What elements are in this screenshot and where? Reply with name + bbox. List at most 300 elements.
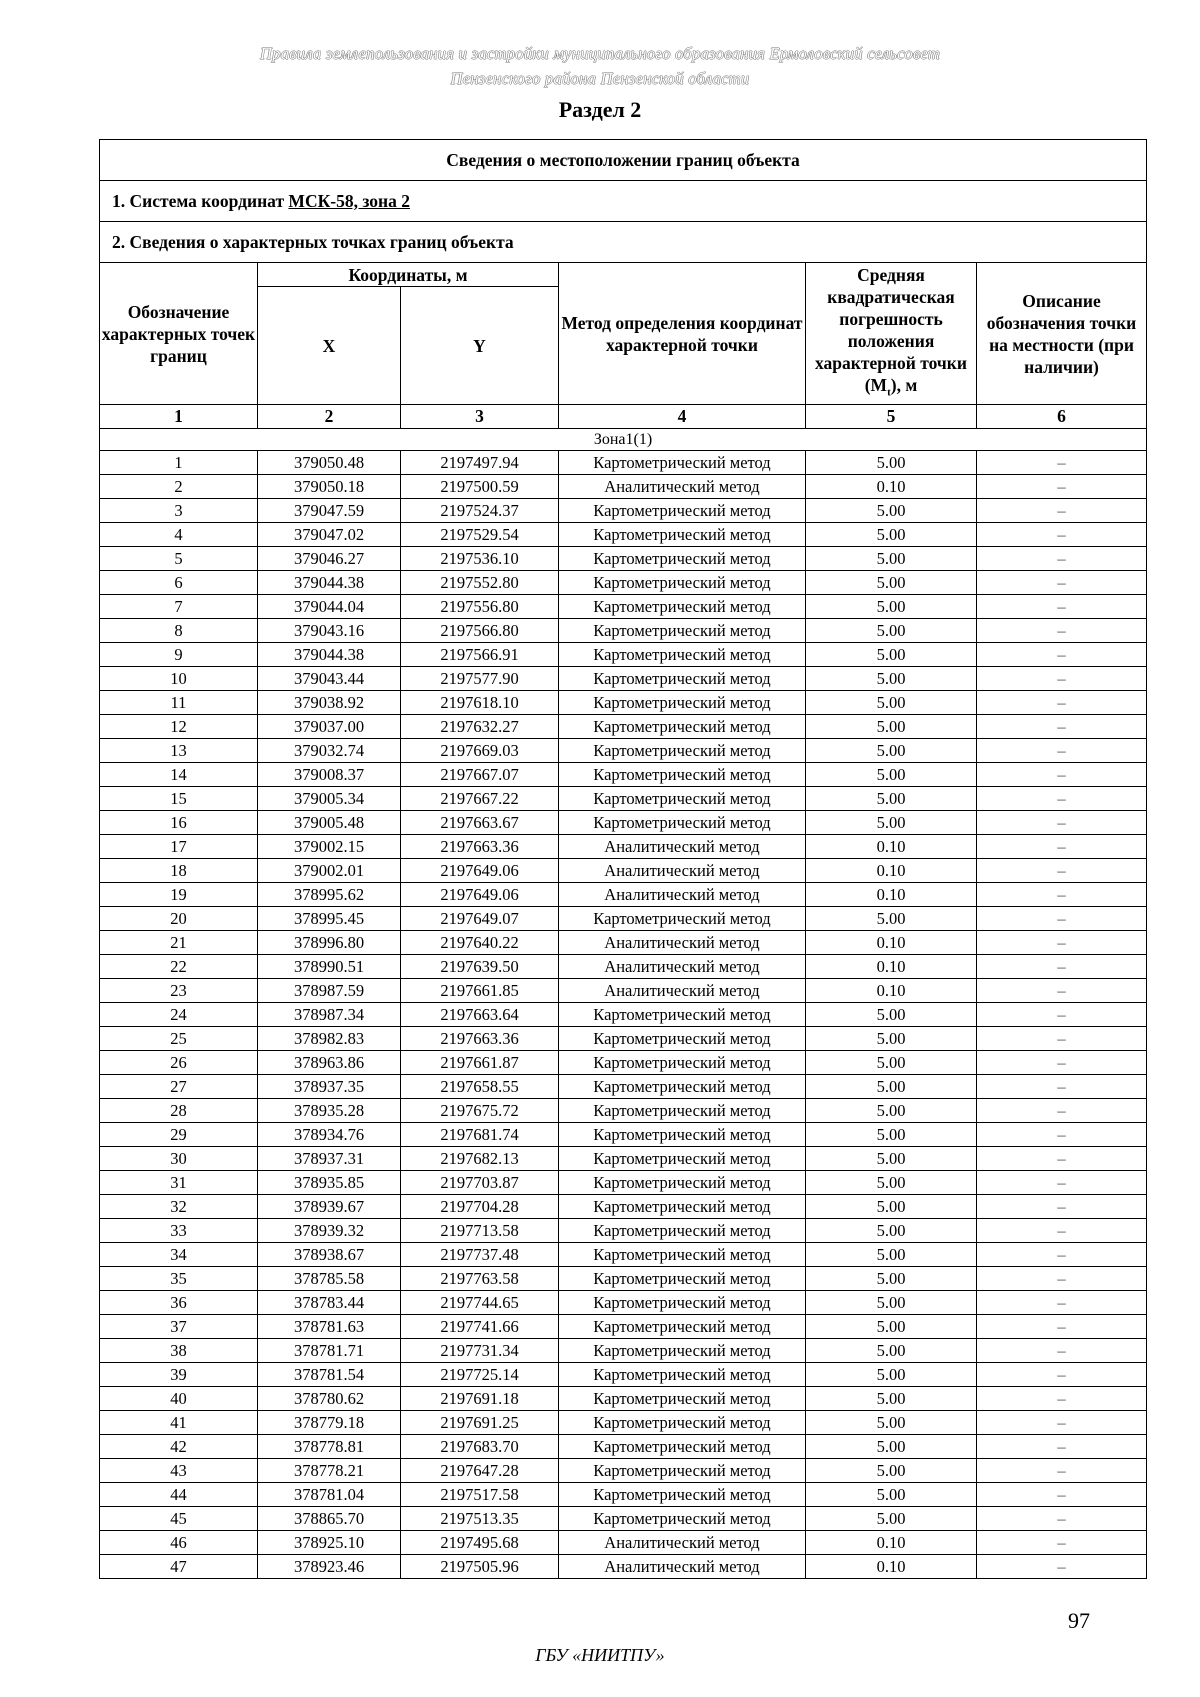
table-row bbox=[100, 739, 1147, 763]
method-cell: Аналитический метод bbox=[559, 979, 806, 1003]
y-coordinate-cell: 2197500.59 bbox=[401, 475, 559, 499]
point-description-cell: – bbox=[977, 571, 1147, 595]
point-number-cell: 23 bbox=[100, 979, 258, 1003]
point-number-cell: 28 bbox=[100, 1099, 258, 1123]
column-number: 5 bbox=[806, 405, 977, 429]
point-description-cell: – bbox=[977, 691, 1147, 715]
method-cell: Картометрический метод bbox=[559, 595, 806, 619]
y-coordinate-cell: 2197517.58 bbox=[401, 1483, 559, 1507]
method-cell: Картометрический метод bbox=[559, 1171, 806, 1195]
x-coordinate-cell: 378783.44 bbox=[258, 1291, 401, 1315]
y-coordinate-cell: 2197681.74 bbox=[401, 1123, 559, 1147]
mean-error-cell: 0.10 bbox=[806, 1531, 977, 1555]
point-description-cell: – bbox=[977, 1027, 1147, 1051]
mean-error-cell: 5.00 bbox=[806, 1291, 977, 1315]
point-description-cell: – bbox=[977, 931, 1147, 955]
y-coordinate-cell: 2197682.13 bbox=[401, 1147, 559, 1171]
point-description-cell: – bbox=[977, 1315, 1147, 1339]
point-description-cell: – bbox=[977, 883, 1147, 907]
header-mean-error-text: Средняя квадратическая погрешность положения характерной точки (M bbox=[815, 264, 967, 395]
x-coordinate-cell: 378781.71 bbox=[258, 1339, 401, 1363]
mean-error-cell: 5.00 bbox=[806, 1003, 977, 1027]
mean-error-cell: 5.00 bbox=[806, 1219, 977, 1243]
zone-label: Зона1(1) bbox=[100, 429, 1147, 451]
mean-error-cell: 5.00 bbox=[806, 691, 977, 715]
point-description-cell: – bbox=[977, 1531, 1147, 1555]
point-number-cell: 39 bbox=[100, 1363, 258, 1387]
method-cell: Картометрический метод bbox=[559, 451, 806, 475]
table-row bbox=[100, 859, 1147, 883]
point-number-cell: 41 bbox=[100, 1411, 258, 1435]
point-description-cell: – bbox=[977, 1243, 1147, 1267]
x-coordinate-cell: 378995.45 bbox=[258, 907, 401, 931]
point-description-cell: – bbox=[977, 715, 1147, 739]
method-cell: Картометрический метод bbox=[559, 547, 806, 571]
point-number-cell: 5 bbox=[100, 547, 258, 571]
y-coordinate-cell: 2197691.25 bbox=[401, 1411, 559, 1435]
method-cell: Картометрический метод bbox=[559, 811, 806, 835]
mean-error-cell: 5.00 bbox=[806, 547, 977, 571]
mean-error-cell: 5.00 bbox=[806, 1315, 977, 1339]
y-coordinate-cell: 2197744.65 bbox=[401, 1291, 559, 1315]
x-coordinate-cell: 378939.32 bbox=[258, 1219, 401, 1243]
method-cell: Картометрический метод bbox=[559, 907, 806, 931]
method-cell: Аналитический метод bbox=[559, 835, 806, 859]
point-number-cell: 17 bbox=[100, 835, 258, 859]
point-number-cell: 3 bbox=[100, 499, 258, 523]
mean-error-cell: 5.00 bbox=[806, 1339, 977, 1363]
point-number-cell: 35 bbox=[100, 1267, 258, 1291]
column-number-row bbox=[100, 405, 1147, 429]
mean-error-cell: 5.00 bbox=[806, 619, 977, 643]
table-row bbox=[100, 451, 1147, 475]
header-method: Метод определения координат характерной точки bbox=[559, 263, 806, 405]
x-coordinate-cell: 379050.48 bbox=[258, 451, 401, 475]
column-number: 6 bbox=[977, 405, 1147, 429]
y-coordinate-cell: 2197691.18 bbox=[401, 1387, 559, 1411]
mean-error-cell: 5.00 bbox=[806, 763, 977, 787]
y-coordinate-cell: 2197741.66 bbox=[401, 1315, 559, 1339]
point-number-cell: 12 bbox=[100, 715, 258, 739]
method-cell: Картометрический метод bbox=[559, 1459, 806, 1483]
table-row bbox=[100, 1123, 1147, 1147]
x-coordinate-cell: 378987.59 bbox=[258, 979, 401, 1003]
x-coordinate-cell: 378781.04 bbox=[258, 1483, 401, 1507]
method-cell: Картометрический метод bbox=[559, 1123, 806, 1147]
table-row bbox=[100, 643, 1147, 667]
table-row bbox=[100, 1027, 1147, 1051]
table-row bbox=[100, 499, 1147, 523]
header-coordinates: Координаты, м bbox=[258, 263, 559, 287]
point-number-cell: 25 bbox=[100, 1027, 258, 1051]
table-row bbox=[100, 1099, 1147, 1123]
mean-error-cell: 5.00 bbox=[806, 1387, 977, 1411]
point-number-cell: 18 bbox=[100, 859, 258, 883]
x-coordinate-cell: 379044.38 bbox=[258, 643, 401, 667]
point-description-cell: – bbox=[977, 1291, 1147, 1315]
x-coordinate-cell: 379005.34 bbox=[258, 787, 401, 811]
coordinate-system-value: МСК-58, зона 2 bbox=[288, 190, 410, 211]
table-row bbox=[100, 1219, 1147, 1243]
y-coordinate-cell: 2197529.54 bbox=[401, 523, 559, 547]
x-coordinate-cell: 379047.02 bbox=[258, 523, 401, 547]
method-cell: Картометрический метод bbox=[559, 1363, 806, 1387]
point-description-cell: – bbox=[977, 1171, 1147, 1195]
point-number-cell: 38 bbox=[100, 1339, 258, 1363]
mean-error-cell: 5.00 bbox=[806, 811, 977, 835]
x-coordinate-cell: 379008.37 bbox=[258, 763, 401, 787]
mean-error-cell: 5.00 bbox=[806, 1243, 977, 1267]
column-number: 1 bbox=[100, 405, 258, 429]
point-number-cell: 4 bbox=[100, 523, 258, 547]
point-description-cell: – bbox=[977, 1459, 1147, 1483]
table-row bbox=[100, 1171, 1147, 1195]
table-row bbox=[100, 1195, 1147, 1219]
point-number-cell: 10 bbox=[100, 667, 258, 691]
mean-error-cell: 5.00 bbox=[806, 1099, 977, 1123]
mean-error-cell: 0.10 bbox=[806, 859, 977, 883]
point-description-cell: – bbox=[977, 1555, 1147, 1579]
x-coordinate-cell: 379047.59 bbox=[258, 499, 401, 523]
y-coordinate-cell: 2197667.22 bbox=[401, 787, 559, 811]
point-number-cell: 30 bbox=[100, 1147, 258, 1171]
point-number-cell: 15 bbox=[100, 787, 258, 811]
point-description-cell: – bbox=[977, 1363, 1147, 1387]
method-cell: Картометрический метод bbox=[559, 1147, 806, 1171]
method-cell: Аналитический метод bbox=[559, 955, 806, 979]
header-x: X bbox=[258, 287, 401, 405]
point-number-cell: 34 bbox=[100, 1243, 258, 1267]
point-number-cell: 32 bbox=[100, 1195, 258, 1219]
point-description-cell: – bbox=[977, 667, 1147, 691]
point-description-cell: – bbox=[977, 979, 1147, 1003]
point-number-cell: 6 bbox=[100, 571, 258, 595]
point-number-cell: 45 bbox=[100, 1507, 258, 1531]
document-header-line-2: Пензенского района Пензенской области bbox=[450, 69, 750, 88]
x-coordinate-cell: 378925.10 bbox=[258, 1531, 401, 1555]
point-description-cell: – bbox=[977, 1387, 1147, 1411]
point-number-cell: 43 bbox=[100, 1459, 258, 1483]
y-coordinate-cell: 2197632.27 bbox=[401, 715, 559, 739]
method-cell: Картометрический метод bbox=[559, 499, 806, 523]
table-row bbox=[100, 1411, 1147, 1435]
mean-error-cell: 5.00 bbox=[806, 1483, 977, 1507]
point-description-cell: – bbox=[977, 1435, 1147, 1459]
table-row bbox=[100, 475, 1147, 499]
table-row bbox=[100, 1387, 1147, 1411]
point-description-cell: – bbox=[977, 547, 1147, 571]
table-row bbox=[100, 1507, 1147, 1531]
point-description-cell: – bbox=[977, 619, 1147, 643]
mean-error-cell: 5.00 bbox=[806, 1459, 977, 1483]
point-number-cell: 7 bbox=[100, 595, 258, 619]
y-coordinate-cell: 2197536.10 bbox=[401, 547, 559, 571]
x-coordinate-cell: 378996.80 bbox=[258, 931, 401, 955]
y-coordinate-cell: 2197663.36 bbox=[401, 835, 559, 859]
x-coordinate-cell: 378778.81 bbox=[258, 1435, 401, 1459]
point-number-cell: 2 bbox=[100, 475, 258, 499]
point-description-cell: – bbox=[977, 1483, 1147, 1507]
y-coordinate-cell: 2197663.67 bbox=[401, 811, 559, 835]
x-coordinate-cell: 378781.54 bbox=[258, 1363, 401, 1387]
page-number: 97 bbox=[1068, 1608, 1090, 1633]
y-coordinate-cell: 2197763.58 bbox=[401, 1267, 559, 1291]
point-number-cell: 16 bbox=[100, 811, 258, 835]
y-coordinate-cell: 2197669.03 bbox=[401, 739, 559, 763]
x-coordinate-cell: 378938.67 bbox=[258, 1243, 401, 1267]
y-coordinate-cell: 2197663.64 bbox=[401, 1003, 559, 1027]
table-row bbox=[100, 523, 1147, 547]
method-cell: Картометрический метод bbox=[559, 1099, 806, 1123]
mean-error-cell: 0.10 bbox=[806, 1555, 977, 1579]
column-number: 4 bbox=[559, 405, 806, 429]
method-cell: Аналитический метод bbox=[559, 475, 806, 499]
point-description-cell: – bbox=[977, 1003, 1147, 1027]
document-footer: ГБУ «НИИТПУ» bbox=[535, 1645, 665, 1665]
x-coordinate-cell: 378937.31 bbox=[258, 1147, 401, 1171]
coordinate-system-label: 1. Система координат bbox=[112, 190, 289, 211]
x-coordinate-cell: 379002.15 bbox=[258, 835, 401, 859]
table-row bbox=[100, 787, 1147, 811]
point-number-cell: 19 bbox=[100, 883, 258, 907]
point-number-cell: 40 bbox=[100, 1387, 258, 1411]
header-mean-error-subscript: t bbox=[887, 386, 891, 399]
x-coordinate-cell: 378995.62 bbox=[258, 883, 401, 907]
method-cell: Картометрический метод bbox=[559, 1195, 806, 1219]
y-coordinate-cell: 2197618.10 bbox=[401, 691, 559, 715]
method-cell: Картометрический метод bbox=[559, 1411, 806, 1435]
point-description-cell: – bbox=[977, 1219, 1147, 1243]
point-description-cell: – bbox=[977, 643, 1147, 667]
x-coordinate-cell: 378779.18 bbox=[258, 1411, 401, 1435]
point-description-cell: – bbox=[977, 907, 1147, 931]
mean-error-cell: 0.10 bbox=[806, 835, 977, 859]
point-number-cell: 26 bbox=[100, 1051, 258, 1075]
table-row bbox=[100, 955, 1147, 979]
point-description-cell: – bbox=[977, 811, 1147, 835]
x-coordinate-cell: 378939.67 bbox=[258, 1195, 401, 1219]
point-description-cell: – bbox=[977, 499, 1147, 523]
table-row bbox=[100, 571, 1147, 595]
mean-error-cell: 0.10 bbox=[806, 475, 977, 499]
y-coordinate-cell: 2197552.80 bbox=[401, 571, 559, 595]
x-coordinate-cell: 379002.01 bbox=[258, 859, 401, 883]
table-row bbox=[100, 1555, 1147, 1579]
method-cell: Картометрический метод bbox=[559, 571, 806, 595]
header-point-label: Обозначение характерных точек границ bbox=[100, 263, 258, 405]
point-number-cell: 29 bbox=[100, 1123, 258, 1147]
table-row bbox=[100, 1315, 1147, 1339]
method-cell: Картометрический метод bbox=[559, 1219, 806, 1243]
table-row bbox=[100, 547, 1147, 571]
method-cell: Картометрический метод bbox=[559, 763, 806, 787]
table-row bbox=[100, 811, 1147, 835]
mean-error-cell: 5.00 bbox=[806, 739, 977, 763]
y-coordinate-cell: 2197566.91 bbox=[401, 643, 559, 667]
y-coordinate-cell: 2197683.70 bbox=[401, 1435, 559, 1459]
point-description-cell: – bbox=[977, 1195, 1147, 1219]
point-description-cell: – bbox=[977, 1267, 1147, 1291]
table-row bbox=[100, 1003, 1147, 1027]
point-number-cell: 33 bbox=[100, 1219, 258, 1243]
point-description-cell: – bbox=[977, 763, 1147, 787]
table-row bbox=[100, 1339, 1147, 1363]
x-coordinate-cell: 378923.46 bbox=[258, 1555, 401, 1579]
x-coordinate-cell: 378781.63 bbox=[258, 1315, 401, 1339]
y-coordinate-cell: 2197495.68 bbox=[401, 1531, 559, 1555]
point-number-cell: 31 bbox=[100, 1171, 258, 1195]
mean-error-cell: 5.00 bbox=[806, 571, 977, 595]
y-coordinate-cell: 2197513.35 bbox=[401, 1507, 559, 1531]
point-description-cell: – bbox=[977, 475, 1147, 499]
mean-error-cell: 5.00 bbox=[806, 1195, 977, 1219]
y-coordinate-cell: 2197661.87 bbox=[401, 1051, 559, 1075]
mean-error-cell: 5.00 bbox=[806, 1435, 977, 1459]
mean-error-cell: 5.00 bbox=[806, 1147, 977, 1171]
x-coordinate-cell: 378963.86 bbox=[258, 1051, 401, 1075]
y-coordinate-cell: 2197505.96 bbox=[401, 1555, 559, 1579]
mean-error-cell: 5.00 bbox=[806, 715, 977, 739]
x-coordinate-cell: 378865.70 bbox=[258, 1507, 401, 1531]
mean-error-cell: 5.00 bbox=[806, 1507, 977, 1531]
point-number-cell: 14 bbox=[100, 763, 258, 787]
table-row bbox=[100, 1267, 1147, 1291]
section-title: Раздел 2 bbox=[558, 97, 642, 122]
point-number-cell: 9 bbox=[100, 643, 258, 667]
y-coordinate-cell: 2197704.28 bbox=[401, 1195, 559, 1219]
method-cell: Картометрический метод bbox=[559, 1435, 806, 1459]
x-coordinate-cell: 379043.16 bbox=[258, 619, 401, 643]
x-coordinate-cell: 378935.28 bbox=[258, 1099, 401, 1123]
table-row bbox=[100, 667, 1147, 691]
column-number: 3 bbox=[401, 405, 559, 429]
method-cell: Картометрический метод bbox=[559, 1051, 806, 1075]
point-description-cell: – bbox=[977, 523, 1147, 547]
method-cell: Картометрический метод bbox=[559, 1267, 806, 1291]
mean-error-cell: 5.00 bbox=[806, 1075, 977, 1099]
x-coordinate-cell: 379037.00 bbox=[258, 715, 401, 739]
method-cell: Картометрический метод bbox=[559, 1387, 806, 1411]
y-coordinate-cell: 2197649.07 bbox=[401, 907, 559, 931]
point-number-cell: 46 bbox=[100, 1531, 258, 1555]
table-row bbox=[100, 715, 1147, 739]
points-section-title: 2. Сведения о характерных точках границ объекта bbox=[100, 222, 1147, 263]
point-description-cell: – bbox=[977, 1507, 1147, 1531]
point-description-cell: – bbox=[977, 595, 1147, 619]
mean-error-cell: 5.00 bbox=[806, 1051, 977, 1075]
mean-error-cell: 5.00 bbox=[806, 1123, 977, 1147]
point-description-cell: – bbox=[977, 1147, 1147, 1171]
header-y: Y bbox=[401, 287, 559, 405]
point-number-cell: 21 bbox=[100, 931, 258, 955]
method-cell: Картометрический метод bbox=[559, 715, 806, 739]
method-cell: Картометрический метод bbox=[559, 1243, 806, 1267]
point-number-cell: 11 bbox=[100, 691, 258, 715]
header-mean-error bbox=[806, 263, 977, 405]
method-cell: Аналитический метод bbox=[559, 859, 806, 883]
table-row bbox=[100, 835, 1147, 859]
column-number: 2 bbox=[258, 405, 401, 429]
y-coordinate-cell: 2197663.36 bbox=[401, 1027, 559, 1051]
mean-error-cell: 5.00 bbox=[806, 1363, 977, 1387]
point-number-cell: 13 bbox=[100, 739, 258, 763]
x-coordinate-cell: 378935.85 bbox=[258, 1171, 401, 1195]
method-cell: Картометрический метод bbox=[559, 1339, 806, 1363]
y-coordinate-cell: 2197661.85 bbox=[401, 979, 559, 1003]
point-description-cell: – bbox=[977, 1051, 1147, 1075]
x-coordinate-cell: 379044.38 bbox=[258, 571, 401, 595]
mean-error-cell: 0.10 bbox=[806, 883, 977, 907]
point-number-cell: 22 bbox=[100, 955, 258, 979]
header-description: Описание обозначения точки на местности (при наличии) bbox=[977, 263, 1147, 405]
table-row bbox=[100, 1483, 1147, 1507]
x-coordinate-cell: 378785.58 bbox=[258, 1267, 401, 1291]
table-row bbox=[100, 1363, 1147, 1387]
point-number-cell: 24 bbox=[100, 1003, 258, 1027]
mean-error-cell: 5.00 bbox=[806, 1411, 977, 1435]
method-cell: Картометрический метод bbox=[559, 523, 806, 547]
method-cell: Картометрический метод bbox=[559, 691, 806, 715]
x-coordinate-cell: 378780.62 bbox=[258, 1387, 401, 1411]
method-cell: Картометрический метод bbox=[559, 1507, 806, 1531]
point-description-cell: – bbox=[977, 739, 1147, 763]
boundary-points-table bbox=[99, 139, 1147, 1579]
table-row bbox=[100, 595, 1147, 619]
table-row bbox=[100, 979, 1147, 1003]
table-row bbox=[100, 1435, 1147, 1459]
x-coordinate-cell: 378778.21 bbox=[258, 1459, 401, 1483]
table-row bbox=[100, 763, 1147, 787]
coordinate-system-row bbox=[100, 181, 1147, 222]
x-coordinate-cell: 379043.44 bbox=[258, 667, 401, 691]
method-cell: Аналитический метод bbox=[559, 1555, 806, 1579]
y-coordinate-cell: 2197497.94 bbox=[401, 451, 559, 475]
y-coordinate-cell: 2197647.28 bbox=[401, 1459, 559, 1483]
y-coordinate-cell: 2197658.55 bbox=[401, 1075, 559, 1099]
point-number-cell: 8 bbox=[100, 619, 258, 643]
mean-error-cell: 0.10 bbox=[806, 955, 977, 979]
table-row bbox=[100, 1243, 1147, 1267]
point-description-cell: – bbox=[977, 1339, 1147, 1363]
mean-error-cell: 5.00 bbox=[806, 451, 977, 475]
table-row bbox=[100, 1459, 1147, 1483]
mean-error-cell: 0.10 bbox=[806, 979, 977, 1003]
point-description-cell: – bbox=[977, 1123, 1147, 1147]
y-coordinate-cell: 2197667.07 bbox=[401, 763, 559, 787]
y-coordinate-cell: 2197649.06 bbox=[401, 859, 559, 883]
y-coordinate-cell: 2197524.37 bbox=[401, 499, 559, 523]
table-row bbox=[100, 1291, 1147, 1315]
header-mean-error-unit: ), м bbox=[890, 374, 918, 395]
method-cell: Картометрический метод bbox=[559, 1003, 806, 1027]
method-cell: Картометрический метод bbox=[559, 619, 806, 643]
table-row bbox=[100, 931, 1147, 955]
point-description-cell: – bbox=[977, 835, 1147, 859]
table-row bbox=[100, 1051, 1147, 1075]
point-number-cell: 20 bbox=[100, 907, 258, 931]
y-coordinate-cell: 2197725.14 bbox=[401, 1363, 559, 1387]
table-row bbox=[100, 1147, 1147, 1171]
method-cell: Картометрический метод bbox=[559, 667, 806, 691]
document-header-line-1: Правила землепользования и застройки муниципального образования Ермоловский сельсовет bbox=[259, 44, 941, 63]
table-row bbox=[100, 1075, 1147, 1099]
method-cell: Картометрический метод bbox=[559, 739, 806, 763]
y-coordinate-cell: 2197639.50 bbox=[401, 955, 559, 979]
y-coordinate-cell: 2197703.87 bbox=[401, 1171, 559, 1195]
table-row bbox=[100, 691, 1147, 715]
x-coordinate-cell: 379038.92 bbox=[258, 691, 401, 715]
mean-error-cell: 5.00 bbox=[806, 523, 977, 547]
